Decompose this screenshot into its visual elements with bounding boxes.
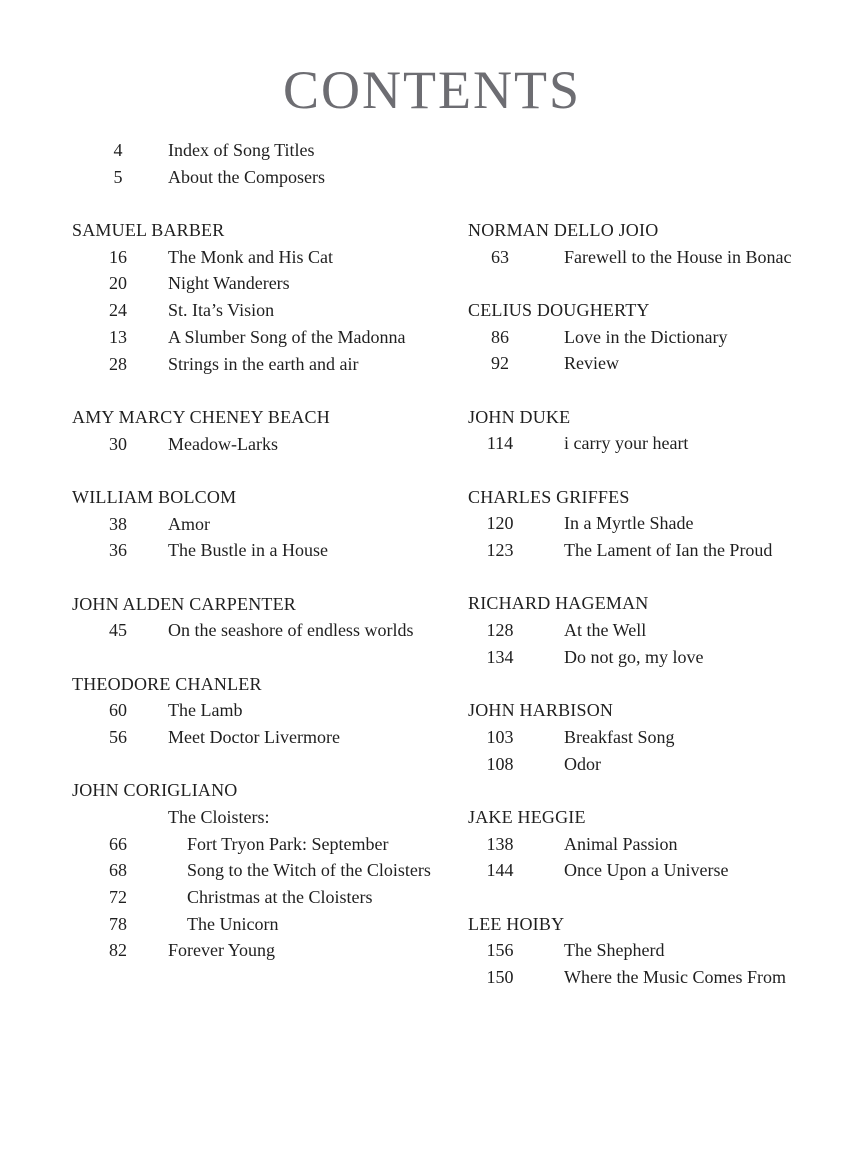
composer-section bbox=[72, 591, 468, 644]
composer-name: THEODORE CHANLER bbox=[72, 673, 262, 694]
song-title: The Lament of Ian the Proud bbox=[564, 540, 773, 561]
toc-entry bbox=[72, 511, 468, 538]
toc-entry bbox=[72, 270, 468, 297]
composer-section bbox=[468, 911, 840, 991]
page-number: 128 bbox=[486, 620, 514, 641]
page-number: 38 bbox=[109, 513, 127, 534]
toc-entry bbox=[468, 857, 840, 884]
toc-entry bbox=[72, 884, 468, 911]
composer-name: SAMUEL BARBER bbox=[72, 220, 225, 240]
toc-column-left bbox=[72, 217, 468, 1017]
song-title: Review bbox=[564, 353, 619, 374]
composer-section bbox=[468, 297, 840, 377]
page-title: CONTENTS bbox=[283, 60, 581, 120]
song-title: Meet Doctor Livermore bbox=[168, 726, 340, 747]
page-number: 45 bbox=[109, 620, 127, 641]
composer-name: CELIUS DOUGHERTY bbox=[468, 300, 650, 320]
composer-name: JOHN ALDEN CARPENTER bbox=[72, 593, 297, 614]
song-title: About the Composers bbox=[168, 166, 325, 187]
song-title: A Slumber Song of the Madonna bbox=[168, 326, 406, 347]
composer-name: AMY MARCY CHENEY BEACH bbox=[72, 406, 330, 427]
composer-name: NORMAN DELLO JOIO bbox=[468, 220, 659, 240]
composer-name: WILLIAM BOLCOM bbox=[72, 486, 237, 507]
song-title: Do not go, my love bbox=[564, 646, 704, 667]
toc-columns bbox=[72, 217, 840, 1017]
toc-entry bbox=[72, 911, 468, 938]
page-number: 138 bbox=[486, 833, 514, 854]
composer-section bbox=[72, 404, 468, 457]
toc-entry bbox=[468, 644, 840, 671]
toc-entry bbox=[468, 617, 840, 644]
song-title: The Unicorn bbox=[187, 913, 279, 934]
composer-section bbox=[468, 590, 840, 670]
composer-section bbox=[72, 777, 468, 964]
toc-column-right bbox=[468, 217, 840, 1017]
page-number: 86 bbox=[491, 326, 509, 347]
toc-entry bbox=[72, 351, 468, 378]
toc-entry bbox=[72, 431, 468, 458]
page-number: 36 bbox=[109, 540, 127, 561]
page-number: 24 bbox=[109, 300, 127, 321]
song-title: Index of Song Titles bbox=[168, 140, 315, 160]
composer-name: JOHN HARBISON bbox=[468, 700, 614, 721]
toc-entry bbox=[468, 510, 840, 537]
song-title: Night Wanderers bbox=[168, 273, 290, 294]
toc-entry bbox=[468, 350, 840, 377]
page-number: 134 bbox=[486, 646, 514, 667]
page-number: 66 bbox=[109, 833, 127, 854]
page-number: 82 bbox=[109, 940, 127, 961]
page-content bbox=[0, 137, 864, 1017]
toc-entry bbox=[72, 324, 468, 351]
song-title: The Bustle in a House bbox=[168, 540, 328, 561]
song-title: Forever Young bbox=[168, 940, 276, 961]
toc-entry bbox=[468, 430, 840, 457]
page-number: 68 bbox=[109, 860, 127, 881]
toc-entry bbox=[72, 937, 468, 964]
toc-entry bbox=[72, 297, 468, 324]
page-number: 114 bbox=[486, 433, 514, 454]
toc-entry bbox=[72, 137, 840, 164]
song-title: The Monk and His Cat bbox=[168, 246, 333, 267]
song-title: Fort Tryon Park: September bbox=[187, 833, 389, 854]
page-number: 78 bbox=[109, 913, 127, 934]
song-title: Odor bbox=[564, 753, 601, 774]
song-title: Where the Music Comes From bbox=[564, 966, 786, 987]
page-number: 30 bbox=[109, 433, 127, 454]
song-title: Amor bbox=[168, 513, 210, 534]
toc-entry bbox=[72, 804, 468, 831]
toc-entry bbox=[72, 697, 468, 724]
composer-name: RICHARD HAGEMAN bbox=[468, 593, 649, 614]
page-number: 150 bbox=[486, 966, 514, 987]
toc-entry bbox=[468, 324, 840, 351]
composer-section bbox=[468, 804, 840, 884]
page-number: 103 bbox=[486, 726, 514, 747]
song-title: Animal Passion bbox=[564, 833, 678, 854]
page-number: 5 bbox=[113, 166, 123, 187]
song-title: In a Myrtle Shade bbox=[564, 513, 694, 534]
song-title: St. Ita’s Vision bbox=[168, 300, 275, 321]
page-number: 120 bbox=[486, 513, 514, 534]
page-number: 108 bbox=[486, 753, 514, 774]
composer-section bbox=[468, 217, 840, 270]
composer-section bbox=[468, 484, 840, 564]
song-title: Farewell to the House in Bonac bbox=[564, 246, 792, 267]
page-number: 92 bbox=[491, 353, 509, 374]
toc-entry bbox=[468, 964, 840, 991]
composer-name: LEE HOIBY bbox=[468, 913, 565, 934]
toc-entry bbox=[72, 831, 468, 858]
toc-entry bbox=[468, 937, 840, 964]
page-number: 16 bbox=[109, 246, 127, 267]
toc-entry bbox=[468, 537, 840, 564]
song-title: Strings in the earth and air bbox=[168, 353, 359, 374]
song-title: At the Well bbox=[564, 620, 647, 641]
song-title: Once Upon a Universe bbox=[564, 860, 729, 881]
toc-entry bbox=[72, 617, 468, 644]
composer-name: JAKE HEGGIE bbox=[468, 806, 586, 827]
toc-entry bbox=[72, 164, 840, 191]
song-title: The Cloisters: bbox=[168, 806, 270, 827]
page-number bbox=[92, 804, 144, 831]
composer-section bbox=[468, 697, 840, 777]
page-number: 20 bbox=[109, 273, 127, 294]
song-title: Song to the Witch of the Cloisters bbox=[187, 860, 431, 881]
song-title: Christmas at the Cloisters bbox=[187, 887, 373, 908]
page-number: 144 bbox=[486, 860, 514, 881]
song-title: The Lamb bbox=[168, 700, 243, 721]
composer-section bbox=[72, 217, 468, 377]
page-number: 123 bbox=[486, 540, 514, 561]
song-title: Love in the Dictionary bbox=[564, 326, 728, 347]
toc-entry bbox=[72, 857, 468, 884]
song-title: Meadow-Larks bbox=[168, 433, 278, 454]
composer-name: CHARLES GRIFFES bbox=[468, 486, 630, 507]
composer-name: JOHN CORIGLIANO bbox=[72, 780, 238, 801]
song-title: The Shepherd bbox=[564, 940, 665, 961]
toc-entry bbox=[468, 244, 840, 271]
song-title: i carry your heart bbox=[564, 433, 689, 454]
page-number: 56 bbox=[109, 726, 127, 747]
page-number: 28 bbox=[109, 353, 127, 374]
composer-section bbox=[468, 404, 840, 457]
page-number: 72 bbox=[109, 887, 127, 908]
composer-section bbox=[72, 671, 468, 751]
composer-section bbox=[72, 484, 468, 564]
toc-entry bbox=[72, 537, 468, 564]
page-number: 13 bbox=[109, 326, 127, 347]
toc-entry bbox=[468, 831, 840, 858]
toc-entry bbox=[72, 244, 468, 271]
toc-entry bbox=[468, 751, 840, 778]
song-title: Breakfast Song bbox=[564, 726, 675, 747]
front-matter-list bbox=[72, 137, 840, 190]
page-number: 60 bbox=[109, 700, 127, 721]
page-number: 4 bbox=[113, 140, 123, 160]
toc-entry bbox=[72, 724, 468, 751]
song-title: On the seashore of endless worlds bbox=[168, 620, 414, 641]
composer-name: JOHN DUKE bbox=[468, 406, 571, 427]
page-number: 156 bbox=[486, 940, 514, 961]
toc-entry bbox=[468, 724, 840, 751]
page-number: 63 bbox=[491, 246, 509, 267]
